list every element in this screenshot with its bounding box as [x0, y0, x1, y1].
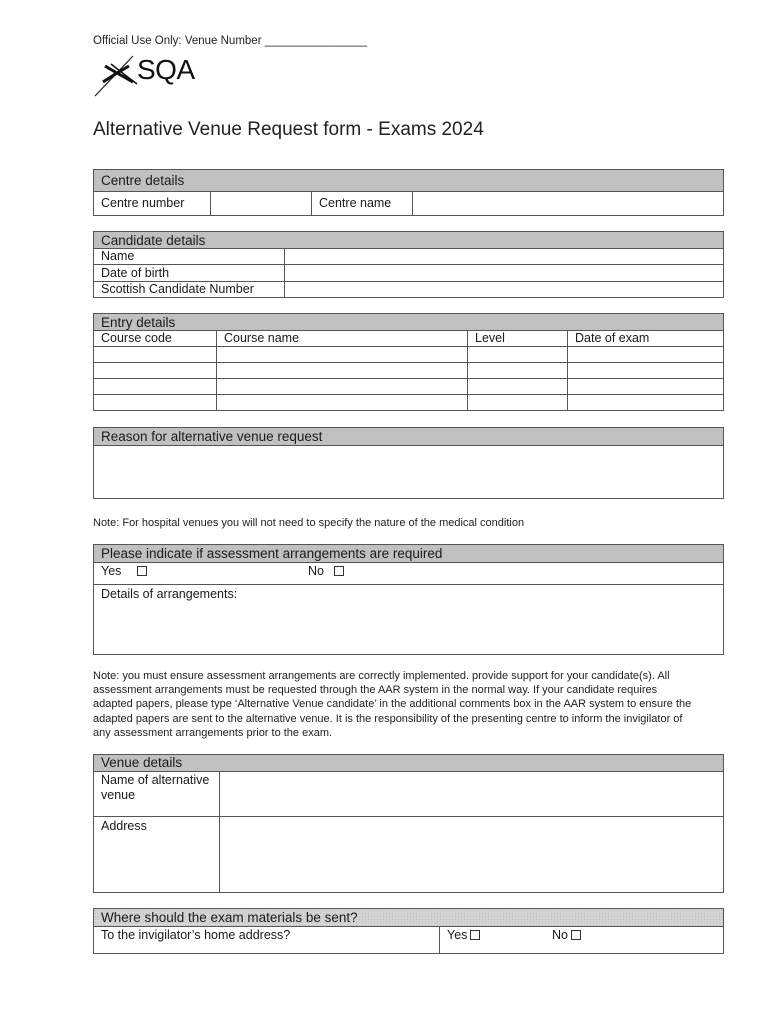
materials-yes-no: [440, 927, 723, 953]
table-row: [94, 347, 723, 363]
level-input[interactable]: [468, 379, 568, 394]
hospital-note: Note: For hospital venues you will not need to specify the nature of the medical condition: [93, 517, 525, 529]
column-level: Level: [468, 331, 568, 346]
candidate-scn-row: [94, 282, 723, 297]
exam-materials-table: [93, 908, 724, 954]
column-course-name: Course name: [217, 331, 468, 346]
candidate-dob-row: [94, 265, 723, 282]
date-of-birth-label: Date of birth: [94, 265, 285, 281]
date-of-exam-input[interactable]: [568, 395, 723, 410]
address-label: Address: [94, 817, 220, 892]
details-of-arrangements-label: Details of arrangements:: [101, 587, 238, 601]
materials-no-checkbox[interactable]: [571, 930, 581, 940]
course-name-input[interactable]: [217, 379, 468, 394]
centre-number-input[interactable]: [211, 192, 312, 215]
table-row: [94, 363, 723, 379]
name-input[interactable]: [285, 249, 723, 264]
assessment-heading: Please indicate if assessment arrangements are required: [94, 545, 723, 563]
reason-input[interactable]: [94, 446, 723, 498]
date-of-exam-input[interactable]: [568, 363, 723, 378]
reason-heading: Reason for alternative venue request: [94, 428, 723, 446]
table-row: [94, 379, 723, 395]
venue-details-heading: Venue details: [94, 755, 723, 772]
materials-yes-checkbox[interactable]: [470, 930, 480, 940]
assessment-arrangements-table: [93, 544, 724, 655]
candidate-details-table: [93, 231, 724, 298]
name-of-venue-label: Name of alternative venue: [94, 772, 220, 816]
page-title: Alternative Venue Request form - Exams 2024: [93, 119, 484, 140]
entry-header-row: [94, 331, 723, 347]
entry-details-table: [93, 313, 724, 411]
official-use-venue-number: Official Use Only: Venue Number ________________: [93, 35, 368, 47]
course-name-input[interactable]: [217, 395, 468, 410]
reason-table: [93, 427, 724, 499]
scottish-candidate-number-label: Scottish Candidate Number: [94, 282, 285, 297]
centre-number-label: Centre number: [94, 192, 211, 215]
level-input[interactable]: [468, 395, 568, 410]
column-course-code: Course code: [94, 331, 217, 346]
centre-name-input[interactable]: [413, 192, 723, 215]
yes-label: Yes: [101, 564, 122, 578]
course-name-input[interactable]: [217, 363, 468, 378]
sqa-cross-icon: [93, 52, 143, 98]
details-of-arrangements[interactable]: [94, 585, 723, 654]
course-code-input[interactable]: [94, 395, 217, 410]
venue-details-table: [93, 754, 724, 893]
course-code-input[interactable]: [94, 379, 217, 394]
date-of-exam-input[interactable]: [568, 347, 723, 362]
centre-name-label: Centre name: [312, 192, 413, 215]
course-code-input[interactable]: [94, 347, 217, 362]
no-checkbox[interactable]: [334, 566, 344, 576]
invigilator-home-address-question: To the invigilator’s home address?: [94, 927, 440, 953]
level-input[interactable]: [468, 363, 568, 378]
centre-details-heading: Centre details: [94, 170, 723, 192]
course-name-input[interactable]: [217, 347, 468, 362]
yes-no-row: [94, 563, 723, 584]
centre-details-table: [93, 169, 724, 216]
date-of-birth-input[interactable]: [285, 265, 723, 281]
materials-yes-label: Yes: [447, 928, 468, 942]
table-row: [94, 395, 723, 410]
name-of-venue-input[interactable]: [220, 772, 723, 816]
candidate-details-heading: Candidate details: [94, 232, 723, 249]
level-input[interactable]: [468, 347, 568, 362]
yes-checkbox[interactable]: [137, 566, 147, 576]
date-of-exam-input[interactable]: [568, 379, 723, 394]
logo-text: SQA: [137, 54, 195, 85]
column-date-of-exam: Date of exam: [575, 331, 650, 345]
entry-details-heading: Entry details: [94, 314, 723, 331]
scottish-candidate-number-input[interactable]: [285, 282, 723, 297]
no-label: No: [308, 564, 324, 578]
address-input[interactable]: [220, 817, 723, 892]
name-label: Name: [94, 249, 285, 264]
course-code-input[interactable]: [94, 363, 217, 378]
candidate-name-row: [94, 249, 723, 265]
materials-heading: Where should the exam materials be sent?: [94, 909, 723, 927]
assessment-note: Note: you must ensure assessment arrangements are correctly implemented. provide support for your candidate(s). All assessment arrangements must be requested through the AAR system in the normal way. If your candidate requires adapted papers, please type ‘Alternative Venue candidate’ in the additional comments box in the AAR system to ensure the adapted papers are sent to the alternative venue. It is the responsibility of the presenting centre to inform the invigilator of any assessment arrangements prior to the exam.: [93, 670, 692, 739]
materials-no-label: No: [552, 928, 568, 942]
sqa-logo: [93, 52, 203, 98]
